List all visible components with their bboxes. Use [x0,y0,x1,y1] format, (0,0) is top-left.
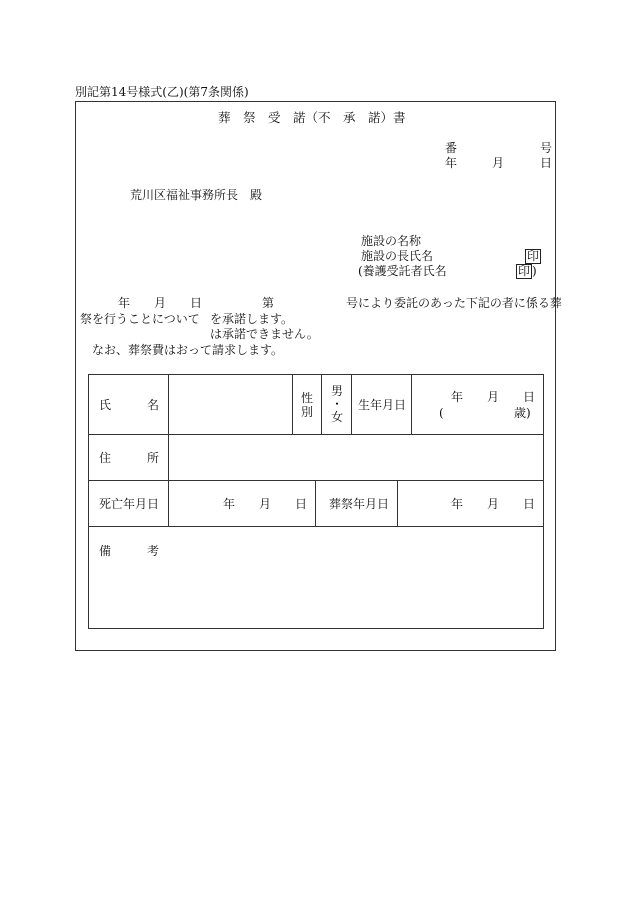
death-day: 日 [295,497,308,511]
birth-label: 生年月日 [358,398,407,412]
table-rule [292,375,293,434]
body-line3: は承諾できません。 [210,327,319,341]
form-title: 葬 祭 受 諾（不 承 諾）書 [218,110,406,125]
table-rule [351,375,352,434]
address-field[interactable] [177,445,532,467]
birth-month: 月 [487,390,500,404]
body-line2-a: 祭を行うことについて [80,312,200,326]
birth-day: 日 [523,390,536,404]
guardian-label: (養護受託者氏名 [358,264,447,278]
death-year: 年 [223,497,236,511]
table-rule [411,375,412,434]
body-dai: 第 [262,296,275,310]
table-rule [168,480,169,526]
death-month: 月 [259,497,272,511]
seal-mark: 印 [518,264,531,278]
table-rule [168,434,169,480]
age-open: ( [439,406,444,420]
number-ban: 番 [445,141,458,155]
record-table [88,374,544,629]
funeral-date-label: 葬祭年月日 [329,497,390,511]
funeral-day: 日 [523,497,536,511]
body-line4: なお、葬祭費はおって請求します。 [92,343,284,357]
address-label: 住 所 [99,451,160,465]
guardian-seal [516,264,532,279]
guardian-close: ) [532,264,537,278]
funeral-year: 年 [451,497,464,511]
table-rule [89,434,543,435]
sex-separator: ・ [331,397,344,411]
body-line2-b: を承諾します。 [210,312,294,326]
name-field[interactable] [177,395,287,415]
addressee: 荒川区福祉事務所長 殿 [130,188,263,202]
issue-date-day: 日 [540,156,553,170]
facility-head-label: 施設の長氏名 [361,249,434,263]
facility-head-seal [525,249,541,264]
issue-date-year: 年 [445,156,458,170]
facility-name-label: 施設の名称 [361,234,422,248]
name-label: 氏 名 [99,398,160,412]
form-reference: 別記第14号様式(乙)(第7条関係) [75,85,249,99]
body-year: 年 [118,296,131,310]
birth-year: 年 [451,390,464,404]
table-rule [321,375,322,434]
body-day: 日 [190,296,203,310]
sex-label-2: 別 [301,405,314,419]
table-rule [89,480,543,481]
table-rule [315,480,316,526]
age-close: 歳) [514,406,531,420]
issue-date-month: 月 [492,156,505,170]
table-rule [168,375,169,434]
remarks-label: 備 考 [99,544,160,558]
table-rule [89,526,543,527]
death-date-label: 死亡年月日 [99,497,160,511]
seal-mark: 印 [527,249,540,263]
sex-option-male[interactable]: 男 [331,384,344,398]
table-rule [397,480,398,526]
funeral-month: 月 [487,497,500,511]
sex-label-1: 性 [301,391,314,405]
sex-option-female[interactable]: 女 [331,410,344,424]
number-go: 号 [540,141,553,155]
body-month: 月 [154,296,167,310]
body-line1-rest: 号により委託のあった下記の者に係る葬 [346,296,562,310]
remarks-field[interactable] [99,565,529,620]
